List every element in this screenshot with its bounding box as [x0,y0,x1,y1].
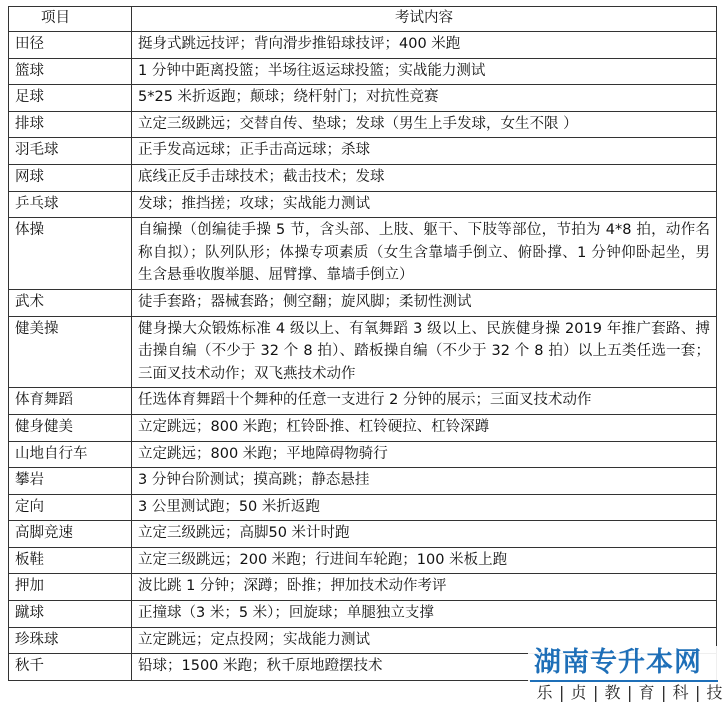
row-item: 足球 [9,85,132,112]
row-content: 健身操大众锻炼标准 4 级以上、有氧舞蹈 3 级以上、民族健身操 2019 年推广套路、搏击操自编（不少于 32 个 8 拍）、踏板操自编（不少于 32 个 8 拍）以上五类任选一套；三面叉技术动作；双飞燕技术动作 [132,316,717,388]
watermark-logo [528,646,724,707]
row-content: 立定三级跳远；高脚50 米计时跑 [132,521,717,548]
row-item: 网球 [9,164,132,191]
table-row [9,316,717,388]
row-content: 任选体育舞蹈十个舞种的任意一支进行 2 分钟的展示；三面叉技术动作 [132,388,717,415]
row-item: 秋千 [9,654,132,681]
row-content: 挺身式跳远技评；背向滑步推铅球技评；400 米跑 [132,32,717,59]
row-item: 田径 [9,32,132,59]
row-item: 羽毛球 [9,138,132,165]
row-item: 珍珠球 [9,627,132,654]
row-item: 押加 [9,574,132,601]
row-content: 3 分钟台阶测试；摸高跳；静态悬挂 [132,468,717,495]
row-content: 正手发高远球；正手击高远球；杀球 [132,138,717,165]
table-row [9,191,717,218]
row-content: 立定三级跳远；200 米跑；行进间车轮跑；100 米板上跑 [132,547,717,574]
table-row [9,32,717,59]
row-content: 立定三级跳远；交替自传、垫球；发球（男生上手发球，女生不限 ） [132,111,717,138]
table-row [9,601,717,628]
row-item: 排球 [9,111,132,138]
row-content: 1 分钟中距离投篮；半场往返运球投篮；实战能力测试 [132,58,717,85]
watermark-title: 湖南专升本网 [534,647,702,678]
row-content: 发球；推挡搓；攻球；实战能力测试 [132,191,717,218]
table-row [9,547,717,574]
row-item: 武术 [9,289,132,316]
watermark-char: 教 [604,683,621,702]
row-content: 立定跳远；定点投网；实战能力测试 [132,627,717,654]
row-item: 体育舞蹈 [9,388,132,415]
table-row [9,468,717,495]
header-item: 项目 [9,7,132,32]
row-item: 健身健美 [9,414,132,441]
row-item: 体操 [9,218,132,290]
row-item: 山地自行车 [9,441,132,468]
table-row [9,111,717,138]
exam-content-table [8,6,717,681]
table-row [9,574,717,601]
row-item: 板鞋 [9,547,132,574]
row-content: 自编操（创编徒手操 5 节，含头部、上肢、躯干、下肢等部位，节拍为 4*8 拍，动作名称自拟）；队列队形；体操专项素质（女生含靠墙手倒立、俯卧撑、1 分钟仰卧起坐，男生含悬垂收腹举腿、屈臂撑、靠墙手倒立） [132,218,717,290]
row-content: 底线正反手击球技术；截击技术；发球 [132,164,717,191]
row-content: 波比跳 1 分钟；深蹲；卧推；押加技术动作考评 [132,574,717,601]
table-row [9,85,717,112]
header-content: 考试内容 [132,7,717,32]
table-row [9,414,717,441]
row-content: 立定跳远；800 米跑；平地障碍物骑行 [132,441,717,468]
watermark-char: 乐 [536,683,553,702]
table-row [9,388,717,415]
row-content: 铅球；1500 米跑；秋千原地蹬摆技术 [132,654,717,681]
table-row [9,521,717,548]
row-content: 立定跳远；800 米跑；杠铃卧推、杠铃硬拉、杠铃深蹲 [132,414,717,441]
table-row [9,138,717,165]
table-row [9,164,717,191]
row-content: 3 公里测试跑；50 米折返跑 [132,494,717,521]
table-row [9,58,717,85]
row-item: 健美操 [9,316,132,388]
table-row [9,289,717,316]
row-item: 定向 [9,494,132,521]
watermark-char: 科 [672,683,689,702]
watermark-subtitle: 乐 | 贞 | 教 | 育 | 科 | 技 [530,682,724,704]
watermark-char: 贞 [570,683,587,702]
row-item: 高脚竞速 [9,521,132,548]
table-header-row [9,7,717,32]
row-item: 攀岩 [9,468,132,495]
row-item: 篮球 [9,58,132,85]
watermark-char: 育 [638,683,655,702]
row-item: 乒乓球 [9,191,132,218]
row-content: 正撞球（3 米；5 米）；回旋球；单腿独立支撑 [132,601,717,628]
table-row [9,441,717,468]
row-item: 蹴球 [9,601,132,628]
row-content: 徒手套路；器械套路；侧空翻；旋风脚；柔韧性测试 [132,289,717,316]
table-row [9,494,717,521]
table-row [9,218,717,290]
watermark-char: 技 [706,683,723,702]
row-content: 5*25 米折返跑；颠球；绕杆射门；对抗性竞赛 [132,85,717,112]
